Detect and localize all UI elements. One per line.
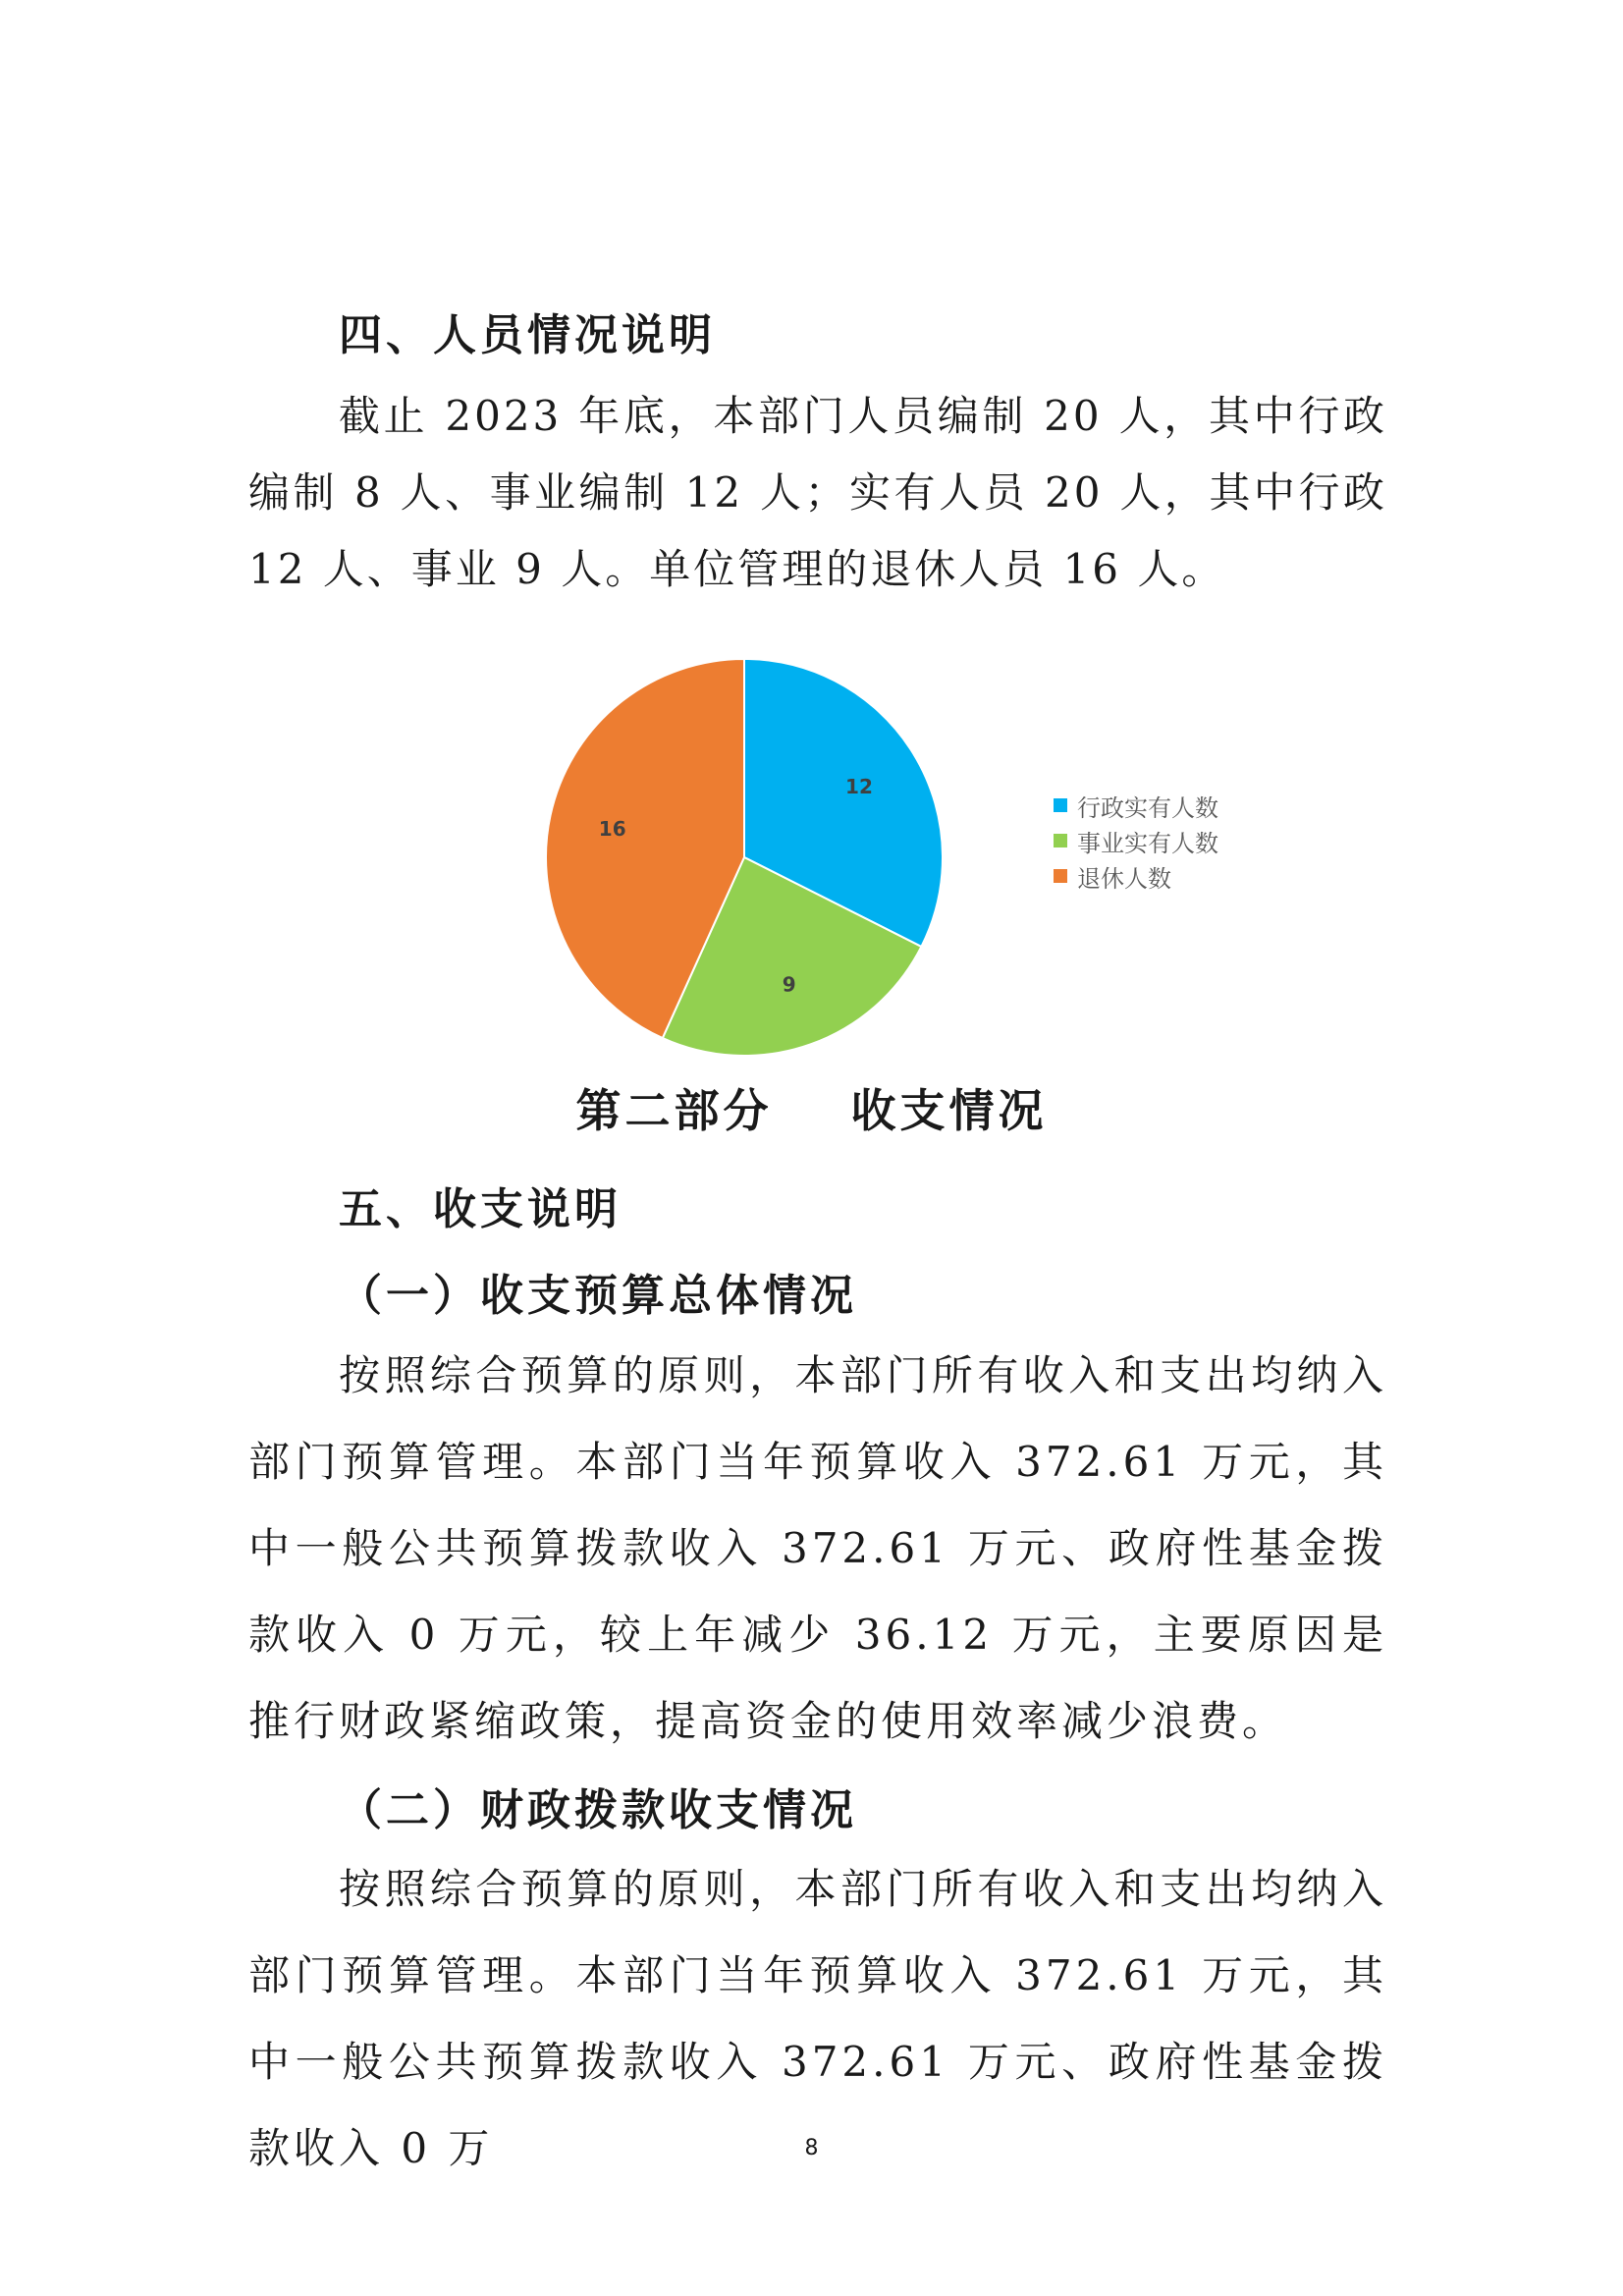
legend-label-1: 行政实有人数 <box>1077 793 1218 822</box>
legend-item-3 <box>1054 858 1218 894</box>
legend-swatch-2 <box>1054 834 1067 847</box>
legend-swatch-3 <box>1054 869 1067 883</box>
section-5-heading: 五、收支说明 <box>339 1184 622 1234</box>
part-title: 第二部分 收支情况 <box>575 1084 1048 1137</box>
legend-item-2 <box>1054 823 1218 858</box>
chart-legend <box>1054 788 1218 894</box>
pie-data-label-3: 16 <box>598 817 626 842</box>
pie-svg <box>530 643 943 1066</box>
pie-data-label-1: 12 <box>845 774 873 798</box>
section-4-paragraph: 截止 2023 年底，本部门人员编制 20 人，其中行政编制 8 人、事业编制 12 人；实有人员 20 人，其中行政 12 人、事业 9 人。单位管理的退休人员 16 人。 <box>248 392 1387 593</box>
staff-pie-chart <box>530 643 1257 1066</box>
pie-data-label-2: 9 <box>782 972 796 997</box>
legend-swatch-1 <box>1054 798 1067 812</box>
subsection-1-paragraph: 按照综合预算的原则，本部门所有收入和支出均纳入部门预算管理。本部门当年预算收入 372.61 万元，其中一般公共预算拨款收入 372.61 万元、政府性基金拨款收入 0 万元，较上年减少 36.12 万元，主要原因是推行财政紧缩政策，提高资金的使用效率减少浪费。 <box>248 1351 1387 1745</box>
subsection-2-heading: （二）财政拨款收支情况 <box>339 1785 857 1835</box>
legend-label-3: 退休人数 <box>1077 864 1171 893</box>
subsection-2-paragraph: 按照综合预算的原则，本部门所有收入和支出均纳入部门预算管理。本部门当年预算收入 372.61 万元，其中一般公共预算拨款收入 372.61 万元、政府性基金拨款收入 0 万 <box>248 1865 1387 2172</box>
subsection-1-heading: （一）收支预算总体情况 <box>339 1271 857 1321</box>
legend-label-2: 事业实有人数 <box>1077 829 1218 857</box>
legend-item-1 <box>1054 788 1218 823</box>
page-number: 8 <box>804 2136 819 2160</box>
section-4-heading: 四、人员情况说明 <box>339 310 716 360</box>
